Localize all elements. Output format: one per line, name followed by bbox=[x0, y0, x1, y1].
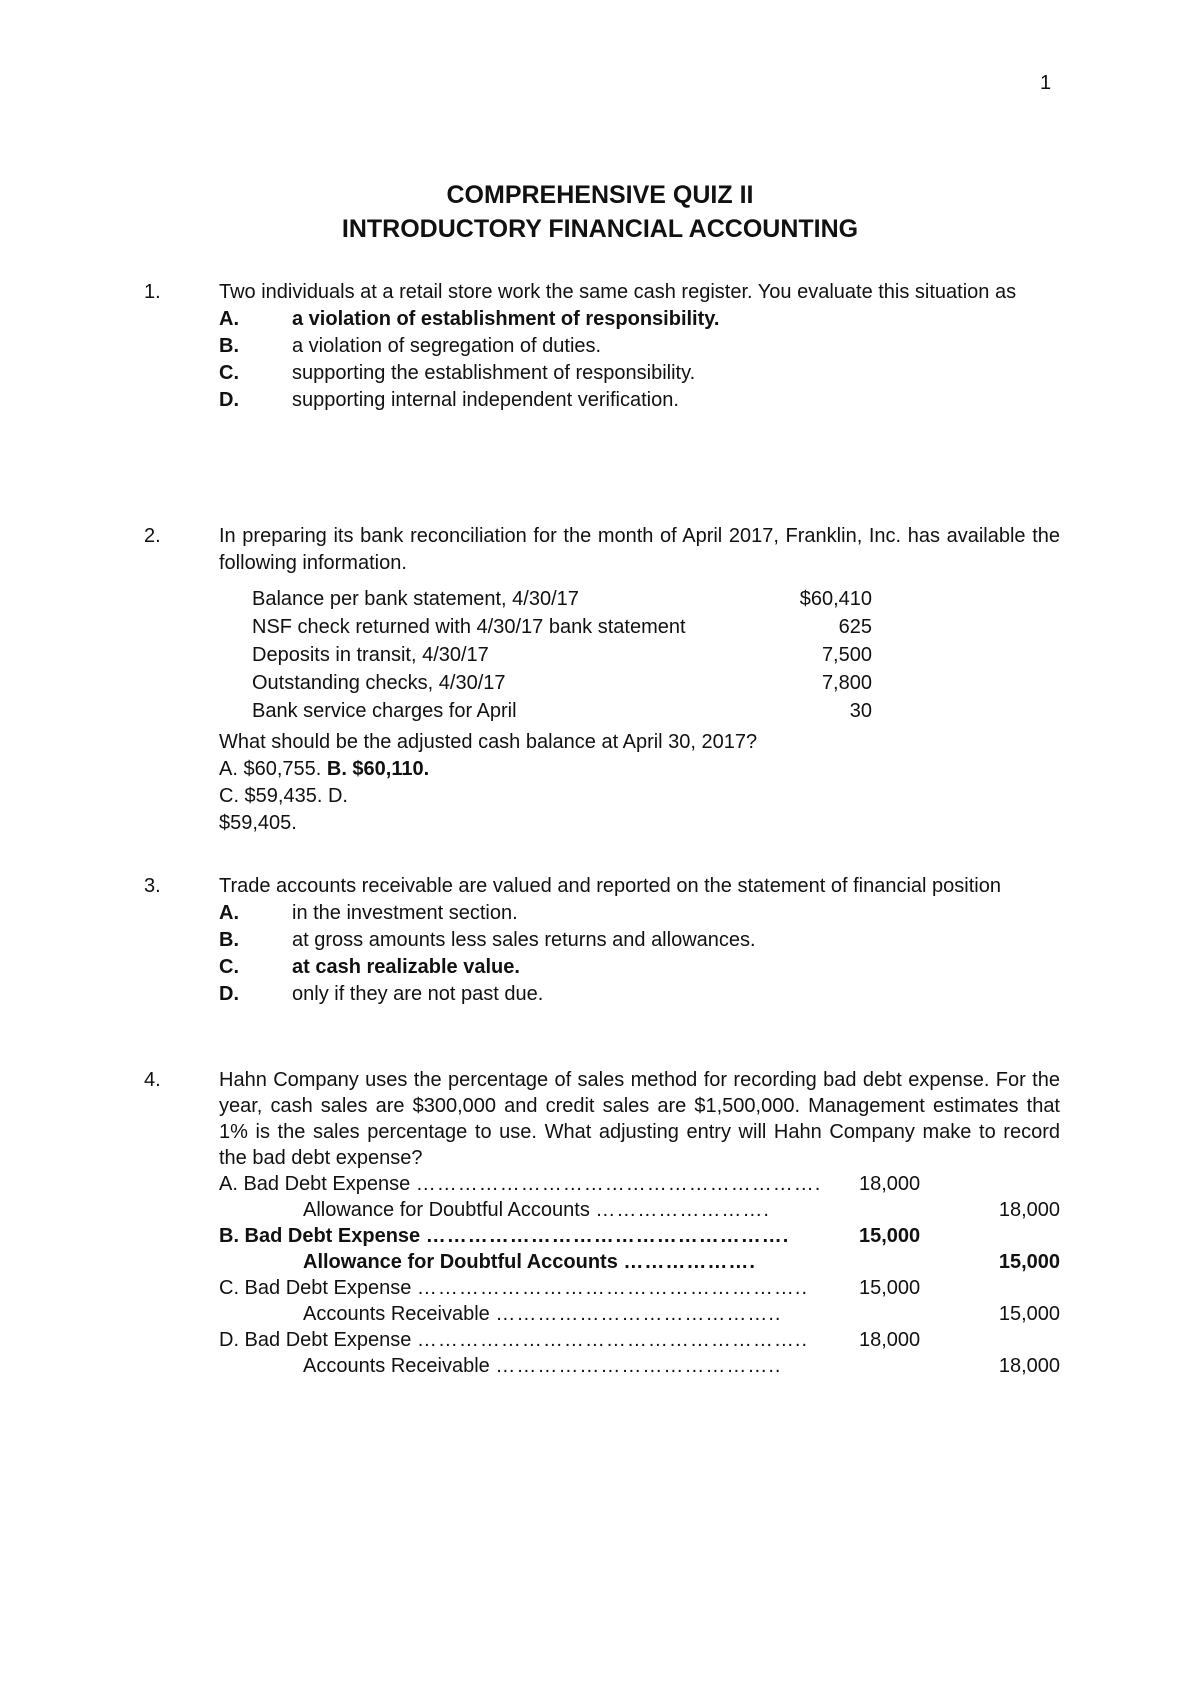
option-text: only if they are not past due. bbox=[292, 983, 544, 1005]
option-letter: B. bbox=[219, 929, 239, 951]
option-letter: C. bbox=[219, 362, 239, 384]
credit-amount: 15,000 bbox=[998, 1303, 1060, 1325]
question-text: Two individuals at a retail store work the same cash register. You evaluate this situation as bbox=[219, 281, 1017, 303]
credit-amount: 18,000 bbox=[998, 1199, 1060, 1221]
question-2 bbox=[144, 523, 1060, 837]
debit-account: C. Bad Debt Expense ……………………………………………….. bbox=[219, 1277, 809, 1299]
option-text: in the investment section. bbox=[292, 902, 518, 924]
entry-row bbox=[219, 1171, 1060, 1197]
debit-account: B. Bad Debt Expense ……………………………………………. bbox=[219, 1225, 790, 1247]
question-number: 2. bbox=[144, 525, 161, 547]
question-number: 3. bbox=[144, 875, 161, 897]
credit-account: Accounts Receivable ………………………………….. bbox=[303, 1303, 782, 1325]
option-b bbox=[219, 333, 1060, 360]
question-1 bbox=[144, 279, 1060, 414]
option-letter: B. bbox=[219, 335, 239, 357]
row-label: Balance per bank statement, 4/30/17 bbox=[252, 588, 579, 610]
entry-row bbox=[219, 1327, 1060, 1353]
option-d bbox=[219, 981, 1060, 1008]
debit-amount: 15,000 bbox=[859, 1225, 921, 1247]
option-d bbox=[219, 387, 1060, 414]
credit-account: Allowance for Doubtful Accounts ………………. bbox=[303, 1251, 756, 1273]
entry-row bbox=[219, 1249, 1060, 1275]
row-label: Deposits in transit, 4/30/17 bbox=[252, 644, 489, 666]
option-letter: A. bbox=[219, 308, 239, 330]
row-label: Outstanding checks, 4/30/17 bbox=[252, 672, 506, 694]
question-prompt: What should be the adjusted cash balance at April 30, 2017? bbox=[219, 731, 758, 753]
option-b bbox=[219, 927, 1060, 954]
entry-row bbox=[219, 1301, 1060, 1327]
debit-account: A. Bad Debt Expense …………………………………………………. bbox=[219, 1173, 822, 1195]
row-value: 7,800 bbox=[821, 672, 872, 694]
table-row bbox=[252, 697, 872, 725]
option-a bbox=[219, 306, 1060, 333]
debit-amount: 18,000 bbox=[859, 1329, 921, 1351]
row-value: 7,500 bbox=[821, 644, 872, 666]
table-row bbox=[252, 613, 872, 641]
question-4 bbox=[144, 1067, 1060, 1379]
option-letter: A. bbox=[219, 902, 239, 924]
debit-account: D. Bad Debt Expense ……………………………………………….. bbox=[219, 1329, 809, 1351]
entry-row bbox=[219, 1223, 1060, 1249]
debit-amount: 15,000 bbox=[859, 1277, 921, 1299]
option-a bbox=[219, 900, 1060, 927]
option-text: supporting the establishment of responsibility. bbox=[292, 362, 696, 384]
option-c bbox=[219, 954, 1060, 981]
credit-account: Accounts Receivable ………………………………….. bbox=[303, 1355, 782, 1377]
question-number: 4. bbox=[144, 1069, 161, 1091]
entry-row bbox=[219, 1197, 1060, 1223]
option-text: a violation of establishment of responsibility. bbox=[292, 308, 720, 330]
row-value: 30 bbox=[849, 700, 872, 722]
question-text: Trade accounts receivable are valued and reported on the statement of financial position bbox=[219, 875, 1001, 897]
option-letter: D. bbox=[219, 983, 239, 1005]
credit-amount: 15,000 bbox=[998, 1251, 1060, 1273]
document-subtitle: INTRODUCTORY FINANCIAL ACCOUNTING bbox=[341, 215, 859, 243]
page-number: 1 bbox=[1040, 72, 1052, 94]
journal-entries bbox=[219, 1171, 1060, 1379]
option-a: A. $60,755. bbox=[219, 758, 322, 780]
debit-amount: 18,000 bbox=[859, 1173, 921, 1195]
option-text: at cash realizable value. bbox=[292, 956, 520, 978]
answer-line-c: C. $59,435. D. bbox=[219, 785, 348, 807]
row-value: 625 bbox=[838, 616, 872, 638]
row-label: NSF check returned with 4/30/17 bank statement bbox=[252, 616, 686, 638]
option-letter: D. bbox=[219, 389, 239, 411]
credit-account: Allowance for Doubtful Accounts ……………………. bbox=[303, 1199, 770, 1221]
table-row bbox=[252, 585, 872, 613]
option-b: B. $60,110. bbox=[326, 758, 430, 780]
question-text: Hahn Company uses the percentage of sales method for recording bad debt expense. For the year, cash sales are $300,000 and credit sales are $1,500,000. Management estimates that 1% is the sales percentage to use. What adjusting entry will Hahn Company make to record the bad debt expense? bbox=[219, 1069, 1060, 1169]
table-row bbox=[252, 641, 872, 669]
reconciliation-table bbox=[252, 585, 872, 725]
entry-row bbox=[219, 1275, 1060, 1301]
document-title: COMPREHENSIVE QUIZ II bbox=[446, 181, 754, 209]
question-text: In preparing its bank reconciliation for the month of April 2017, Franklin, Inc. has available the following information. bbox=[219, 525, 1060, 574]
option-letter: C. bbox=[219, 956, 239, 978]
option-text: at gross amounts less sales returns and allowances. bbox=[292, 929, 756, 951]
option-text: supporting internal independent verification. bbox=[292, 389, 679, 411]
question-number: 1. bbox=[144, 281, 161, 303]
question-3 bbox=[144, 873, 1060, 1008]
row-value: $60,410 bbox=[799, 588, 872, 610]
answer-line-ab bbox=[219, 756, 1060, 783]
entry-row bbox=[219, 1353, 1060, 1379]
option-c bbox=[219, 360, 1060, 387]
row-label: Bank service charges for April bbox=[252, 700, 517, 722]
table-row bbox=[252, 669, 872, 697]
credit-amount: 18,000 bbox=[998, 1355, 1060, 1377]
option-text: a violation of segregation of duties. bbox=[292, 335, 602, 357]
answer-line-d: $59,405. bbox=[219, 812, 297, 834]
